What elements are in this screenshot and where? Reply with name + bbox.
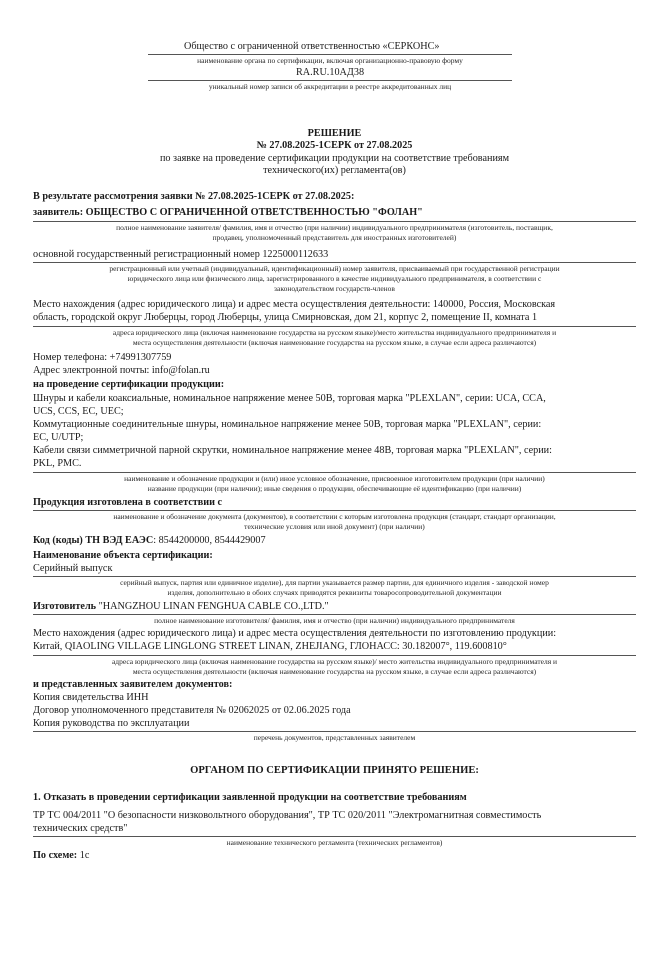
decision-subtitle-1: по заявке на проведение сертификации продукции на соответствие требованиям	[159, 153, 510, 164]
product-line-4: EC, U/UTP;	[33, 432, 84, 443]
object-caption-2: изделия, дополнительно в обоих случаях приводятся реквизиты товаросопроводительной документации	[167, 588, 502, 597]
object-caption-1: серийный выпуск, партия или единичное изделие), для партии указывается размер партии, для единичного изделия - заводской номер	[120, 578, 549, 587]
standard-heading: Продукция изготовлена в соответствии с	[33, 497, 223, 508]
object-value: Серийный выпуск	[33, 563, 113, 574]
decision-body-heading: ОРГАНОМ ПО СЕРТИФИКАЦИИ ПРИНЯТО РЕШЕНИЕ:	[190, 765, 479, 776]
manufacturer-address-2: Китай, QIAOLING VILLAGE LINGLONG STREET LINAN, ZHEJIANG, ГЛОНАСС: 30.182007°, 119.600810°	[33, 641, 507, 652]
products-underline	[33, 472, 636, 473]
product-line-2: UCS, CCS, EC, UEC;	[33, 406, 124, 417]
decision-point-1: 1. Отказать в проведении сертификации заявленной продукции на соответствие требованиям	[33, 792, 467, 803]
applicant-email: Адрес электронной почты: info@folan.ru	[33, 365, 210, 376]
manufacturer-address-underline	[33, 655, 636, 656]
manufacturer-line	[33, 600, 329, 613]
scheme-line	[33, 849, 89, 862]
tnved-value: : 8544200000, 8544429007	[153, 535, 266, 546]
manufacturer-underline	[33, 614, 636, 615]
applicant-ogrn: основной государственный регистрационный номер 1225000112633	[33, 249, 329, 260]
address-underline	[33, 326, 636, 327]
regulation-line-1: ТР ТС 004/2011 "О безопасности низковольтного оборудования", ТР ТС 020/2011 "Электромагнитная совместимость	[33, 810, 542, 821]
org-name: Общество с ограниченной ответственностью «СЕРКОНС»	[184, 41, 440, 52]
product-line-6: PKL, PMC.	[33, 458, 82, 469]
manufacturer-value: "HANGZHOU LINAN FENGHUA CABLE CO.,LTD."	[96, 601, 329, 612]
object-heading: Наименование объекта сертификации:	[33, 550, 213, 561]
address-caption-2: места осуществления деятельности (включая наименование государства на русском языке, в случае если адреса различаются)	[132, 338, 537, 347]
decision-subtitle-2: технического(их) регламента(ов)	[263, 165, 406, 176]
manufacturer-caption: полное наименование изготовителя/ фамилия, имя и отчество (при наличии) индивидуального предпринимателя	[154, 616, 515, 625]
org-name-underline	[148, 54, 512, 55]
address-caption-1: адреса юридического лица (включая наименование государства на русском языке)/место жительства индивидуального предпринимателя и	[112, 328, 557, 337]
tnved-line	[33, 534, 266, 547]
standard-underline	[33, 510, 636, 511]
regulation-underline	[33, 836, 636, 837]
scheme-label: По схеме:	[33, 850, 78, 861]
document-item-2: Договор уполномоченного представителя № 02062025 от 02.06.2025 года	[33, 705, 351, 716]
accreditation-caption: уникальный номер записи об аккредитации в реестре аккредитованных лиц	[208, 82, 452, 91]
application-intro: В результате рассмотрения заявки № 27.08.2025-1СЕРК от 27.08.2025:	[33, 191, 355, 202]
products-caption-2: название продукции (при наличии); иные сведения о продукции, обеспечивающие её идентификацию (при наличии)	[147, 484, 522, 493]
applicant-caption-1: полное наименование заявителя/ фамилия, имя и отчество (при наличии) индивидуального предпринимателя (изготовитель, поставщик,	[116, 223, 553, 232]
applicant-caption-2: продавец, уполномоченный представитель для иностранных изготовителей)	[212, 233, 457, 242]
documents-caption: перечень документов, представленных заявителем	[253, 733, 416, 742]
accreditation-number: RA.RU.10АД38	[295, 67, 365, 78]
ogrn-underline	[33, 262, 636, 263]
accreditation-underline	[148, 80, 512, 81]
manufacturer-address-1: Место нахождения (адрес юридического лица) и адрес места осуществления деятельности по изготовлению продукции:	[33, 628, 557, 639]
manufacturer-address-caption-2: места осуществления деятельности (включая наименование государства на русском языке, в случае если адреса различаются)	[132, 667, 537, 676]
applicant-address-2: область, городской округ Люберцы, город Люберцы, улица Смирновская, дом 21, корпус 2, помещение II, комната 1	[33, 312, 538, 323]
product-line-1: Шнуры и кабели коаксиальные, номинальное напряжение менее 50В, торговая марка "PLEXLAN", серии: UCA, CCA,	[33, 393, 546, 404]
ogrn-caption-3: законодательством государств-членов	[274, 284, 395, 293]
documents-heading: и представленных заявителем документов:	[33, 679, 233, 690]
decision-number: № 27.08.2025-1СЕРК от 27.08.2025	[256, 140, 413, 151]
applicant-name: заявитель: ОБЩЕСТВО С ОГРАНИЧЕННОЙ ОТВЕТСТВЕННОСТЬЮ "ФОЛАН"	[33, 207, 423, 218]
object-underline	[33, 576, 636, 577]
product-line-3: Коммутационные соединительные шнуры, номинальное напряжение менее 50В, торговая марка "PLEXLAN", серии:	[33, 419, 542, 430]
standard-caption-1: наименование и обозначение документа (документов), в соответствии с которым изготовлена продукция (стандарт, стандарт организации,	[113, 512, 556, 521]
document-item-3: Копия руководства по эксплуатации	[33, 718, 190, 729]
regulation-line-2: технических средств"	[33, 823, 128, 834]
regulation-caption: наименование технического регламента (технических регламентов)	[226, 838, 443, 847]
products-caption-1: наименование и обозначение продукции и (или) иное условное обозначение, присвоенное изготовителем продукции (при наличии)	[124, 474, 545, 483]
standard-caption-2: технические условия или иной документ) (при наличии)	[244, 522, 425, 531]
applicant-underline	[33, 221, 636, 222]
ogrn-caption-2: юридического лица или физического лица, зарегистрированного в качестве индивидуального предпринимателя, в соответствии с	[127, 274, 542, 283]
tnved-label: Код (коды) ТН ВЭД ЕАЭС	[33, 535, 154, 546]
products-heading: на проведение сертификации продукции:	[33, 379, 225, 390]
manufacturer-label: Изготовитель	[33, 601, 97, 612]
org-caption: наименование органа по сертификации, включая организационно-правовую форму	[197, 56, 463, 65]
document-item-1: Копия свидетельства ИНН	[33, 692, 149, 703]
product-line-5: Кабели связи симметричной парной скрутки, номинальное напряжение менее 48В, торговая марка "PLEXLAN", серии:	[33, 445, 552, 456]
documents-underline	[33, 731, 636, 732]
manufacturer-address-caption-1: адреса юридического лица (включая наименование государства на русском языке)/ место жительства индивидуального предпринимателя и	[111, 657, 558, 666]
applicant-phone: Номер телефона: +74991307759	[33, 352, 172, 363]
ogrn-caption-1: регистрационный или учетный (индивидуальный, идентификационный) номер заявителя, присваиваемый при государственной регистрации	[109, 264, 560, 273]
applicant-address-1: Место нахождения (адрес юридического лица) и адрес места осуществления деятельности: 140000, Россия, Московская	[33, 299, 556, 310]
decision-heading: РЕШЕНИЕ	[307, 128, 362, 139]
scheme-value: 1с	[77, 850, 90, 861]
